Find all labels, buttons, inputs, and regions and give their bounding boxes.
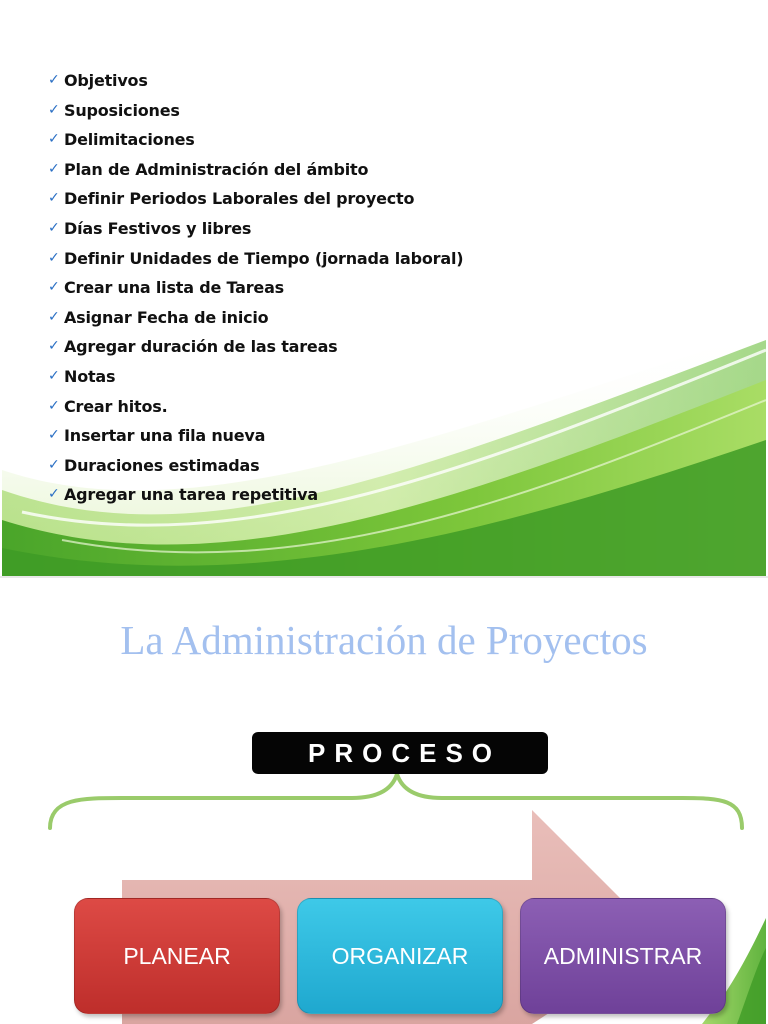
checkmark-icon: ✓ [48,190,60,207]
checklist-item-label: Crear una lista de Tareas [64,278,284,298]
checklist-item-label: Crear hitos. [64,396,168,416]
checklist-item [48,480,463,510]
checklist-item-label: Objetivos [64,71,148,90]
checkmark-icon: ✓ [48,160,60,177]
checklist-item-label: Agregar duración de las tareas [64,337,338,357]
checkmark-icon: ✓ [48,72,60,88]
checkmark-icon: ✓ [48,308,60,325]
stage-administrar: ADMINISTRAR [520,898,726,1014]
checklist-item [48,273,463,303]
slide-process [2,578,766,1024]
stage-planear: PLANEAR [74,898,280,1014]
checklist-item-label: Agregar una tarea repetitiva [64,485,318,505]
checklist-item [48,184,463,214]
checkmark-icon: ✓ [48,367,60,384]
checklist-item-label: Notas [64,366,116,386]
checklist-item [48,451,463,481]
checkmark-icon: ✓ [48,279,60,296]
checklist-item [48,214,463,244]
checklist-item-label: Días Festivos y libres [64,218,252,238]
checklist-item [48,362,463,392]
checkmark-icon: ✓ [48,249,60,266]
checkmark-icon: ✓ [48,338,60,355]
stage-organizar: ORGANIZAR [297,898,503,1014]
checklist-item [48,421,463,451]
checklist-item [48,303,463,333]
checklist-item [48,392,463,422]
curly-brace [2,768,766,848]
checklist-item-label: Asignar Fecha de inicio [64,307,269,327]
checkmark-icon: ✓ [48,131,60,148]
checklist-item-label: Suposiciones [64,100,180,120]
slide-checklist [2,0,766,576]
checklist-item-label: Definir Unidades de Tiempo (jornada laboral) [64,248,464,268]
checklist-item [48,66,463,96]
checklist-item-label: Definir Periodos Laborales del proyecto [64,189,415,209]
checkmark-icon: ✓ [48,397,60,414]
checkmark-icon: ✓ [48,486,60,503]
checklist-item [48,332,463,362]
checklist-item-label: Duraciones estimadas [64,455,260,475]
checklist-item [48,96,463,126]
checkmark-icon: ✓ [48,456,60,473]
checklist-item [48,125,463,155]
checklist-item [48,244,463,274]
checklist-item-label: Delimitaciones [64,130,195,150]
checklist [48,66,463,510]
checklist-item [48,155,463,185]
checkmark-icon: ✓ [48,219,60,236]
checkmark-icon: ✓ [48,101,60,118]
checkmark-icon: ✓ [48,427,60,444]
slide-title: La Administración de Proyectos [120,617,648,663]
process-badge: PROCESO [252,732,548,774]
checklist-item-label: Plan de Administración del ámbito [64,159,369,179]
checklist-item-label: Insertar una fila nueva [64,426,266,446]
